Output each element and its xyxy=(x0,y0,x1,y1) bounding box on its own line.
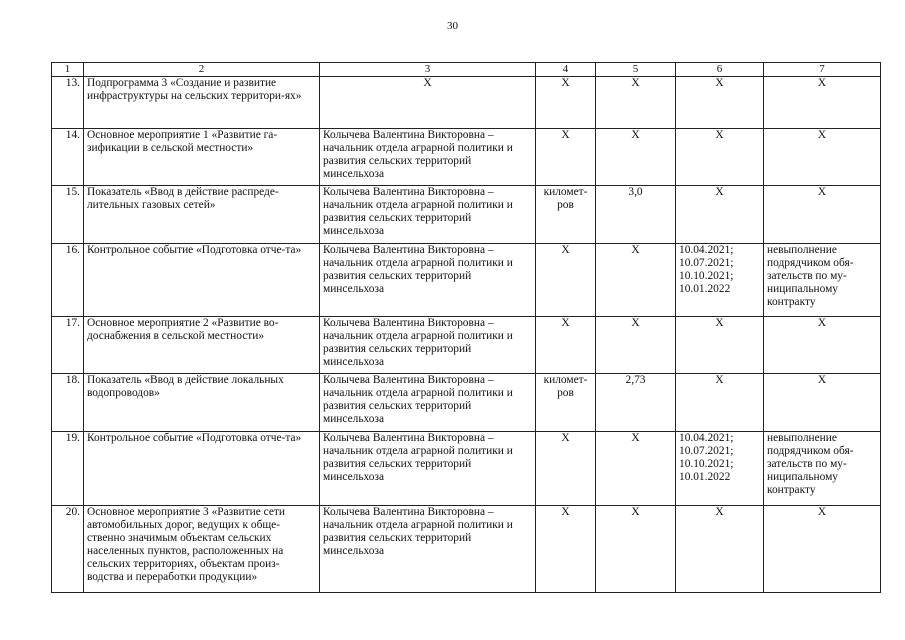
row-date: X xyxy=(676,374,764,432)
row-responsible: Колычева Валентина Викторовна – начальник отдела аграрной политики и развития сельских территорий минсельхоза xyxy=(320,186,536,244)
row-name: Контрольное событие «Подготовка отче-та» xyxy=(84,432,320,506)
table-row-20 xyxy=(52,506,881,593)
row-number: 19. xyxy=(52,432,84,506)
row-date: 10.04.2021; 10.07.2021; 10.10.2021; 10.01.2022 xyxy=(676,432,764,506)
column-number-5: 5 xyxy=(596,63,676,77)
table-row-16 xyxy=(52,244,881,317)
row-risk: X xyxy=(764,317,881,374)
row-name: Показатель «Ввод в действие распреде-лительных газовых сетей» xyxy=(84,186,320,244)
row-unit: километ-ров xyxy=(536,186,596,244)
column-number-6: 6 xyxy=(676,63,764,77)
row-number: 13. xyxy=(52,77,84,129)
table-row-17 xyxy=(52,317,881,374)
row-unit: X xyxy=(536,432,596,506)
row-number: 16. xyxy=(52,244,84,317)
row-number: 17. xyxy=(52,317,84,374)
row-number: 15. xyxy=(52,186,84,244)
row-risk: невыполнение подрядчиком обя-зательств по му-ниципальному контракту xyxy=(764,244,881,317)
column-number-1: 1 xyxy=(52,63,84,77)
row-value: X xyxy=(596,77,676,129)
table-row-19 xyxy=(52,432,881,506)
row-date: X xyxy=(676,77,764,129)
row-value: X xyxy=(596,506,676,593)
table-row-18 xyxy=(52,374,881,432)
column-number-2: 2 xyxy=(84,63,320,77)
page-number: 30 xyxy=(447,20,458,32)
column-number-3: 3 xyxy=(320,63,536,77)
row-name: Основное мероприятие 3 «Развитие сети автомобильных дорог, ведущих к обще-ственно значимым объектам сельских населенных пунктов, расположенных на сельских территориях, объектам произ-водства и переработки продукции» xyxy=(84,506,320,593)
row-date: 10.04.2021; 10.07.2021; 10.10.2021; 10.01.2022 xyxy=(676,244,764,317)
row-responsible: Колычева Валентина Викторовна – начальник отдела аграрной политики и развития сельских территорий минсельхоза xyxy=(320,317,536,374)
row-value: 2,73 xyxy=(596,374,676,432)
row-unit: X xyxy=(536,506,596,593)
row-name: Основное мероприятие 2 «Развитие во-доснабжения в сельской местности» xyxy=(84,317,320,374)
row-risk: X xyxy=(764,186,881,244)
column-number-4: 4 xyxy=(536,63,596,77)
row-date: X xyxy=(676,506,764,593)
row-value: X xyxy=(596,129,676,186)
row-date: X xyxy=(676,186,764,244)
row-responsible: Колычева Валентина Викторовна – начальник отдела аграрной политики и развития сельских территорий минсельхоза xyxy=(320,506,536,593)
column-number-row xyxy=(52,63,881,77)
row-date: X xyxy=(676,317,764,374)
row-unit: X xyxy=(536,77,596,129)
plan-table xyxy=(51,62,881,593)
row-value: X xyxy=(596,244,676,317)
row-risk: невыполнение подрядчиком обя-зательств по му-ниципальному контракту xyxy=(764,432,881,506)
column-number-7: 7 xyxy=(764,63,881,77)
row-risk: X xyxy=(764,129,881,186)
row-unit: X xyxy=(536,244,596,317)
row-name: Контрольное событие «Подготовка отче-та» xyxy=(84,244,320,317)
row-unit: километ-ров xyxy=(536,374,596,432)
row-value: X xyxy=(596,317,676,374)
row-value: 3,0 xyxy=(596,186,676,244)
row-responsible: Колычева Валентина Викторовна – начальник отдела аграрной политики и развития сельских территорий минсельхоза xyxy=(320,244,536,317)
row-value: X xyxy=(596,432,676,506)
row-unit: X xyxy=(536,317,596,374)
row-name: Подпрограмма 3 «Создание и развитие инфраструктуры на сельских территори-ях» xyxy=(84,77,320,129)
row-risk: X xyxy=(764,374,881,432)
row-responsible: Колычева Валентина Викторовна – начальник отдела аграрной политики и развития сельских территорий минсельхоза xyxy=(320,374,536,432)
row-responsible: Колычева Валентина Викторовна – начальник отдела аграрной политики и развития сельских территорий минсельхоза xyxy=(320,432,536,506)
row-name: Показатель «Ввод в действие локальных водопроводов» xyxy=(84,374,320,432)
table-row-14 xyxy=(52,129,881,186)
row-responsible: X xyxy=(320,77,536,129)
row-risk: X xyxy=(764,506,881,593)
table-row-13 xyxy=(52,77,881,129)
row-number: 14. xyxy=(52,129,84,186)
row-risk: X xyxy=(764,77,881,129)
row-unit: X xyxy=(536,129,596,186)
row-date: X xyxy=(676,129,764,186)
row-responsible: Колычева Валентина Викторовна – начальник отдела аграрной политики и развития сельских территорий минсельхоза xyxy=(320,129,536,186)
table-row-15 xyxy=(52,186,881,244)
row-name: Основное мероприятие 1 «Развитие га-зификации в сельской местности» xyxy=(84,129,320,186)
row-number: 20. xyxy=(52,506,84,593)
row-number: 18. xyxy=(52,374,84,432)
